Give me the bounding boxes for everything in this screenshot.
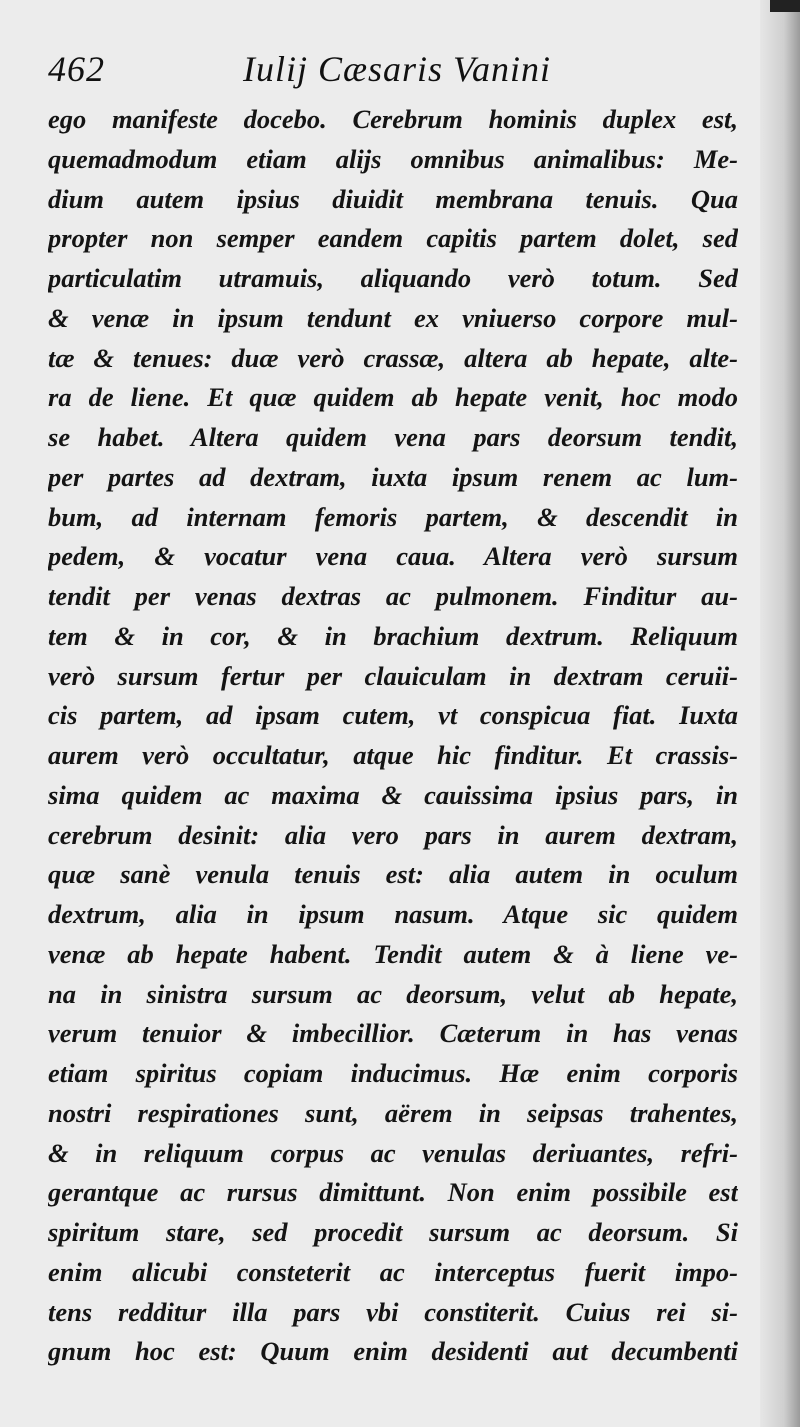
text-line: cerebrum desinit: alia vero pars in aurem dextram,: [48, 819, 738, 850]
text-line: sima quidem ac maxima & cauissima ipsius pars, in: [48, 779, 738, 810]
text-line: na in sinistra sursum ac deorsum, velut ab hepate,: [48, 978, 738, 1009]
text-line: tæ & tenues: duæ verò crassæ, altera ab hepate, alte-: [48, 342, 738, 373]
text-line: bum, ad internam femoris partem, & descendit in: [48, 501, 738, 532]
running-head: Iulij Cæsaris Vanini: [243, 49, 552, 89]
text-line: pedem, & vocatur vena caua. Altera verò sursum: [48, 541, 738, 572]
text-line: cis partem, ad ipsam cutem, vt conspicua fiat. Iuxta: [48, 700, 738, 731]
text-line: venæ ab hepate habent. Tendit autem & à liene ve-: [48, 938, 738, 969]
text-line: quemadmodum etiam alijs omnibus animalibus: Me-: [48, 143, 738, 174]
page-header: [48, 48, 748, 98]
page-edge-shadow: [760, 0, 800, 1427]
text-line: ego manifeste docebo. Cerebrum hominis duplex est,: [48, 104, 738, 134]
text-line: nostri respirationes sunt, aërem in seipsas trahentes,: [48, 1097, 738, 1128]
text-line: se habet. Altera quidem vena pars deorsum tendit,: [48, 422, 738, 452]
page-corner-dark: [770, 0, 800, 12]
text-line: ra de liene. Et quæ quidem ab hepate venit, hoc modo: [48, 382, 738, 413]
text-line: particulatim utramuis, aliquando verò totum. Sed: [48, 263, 738, 293]
text-line: etiam spiritus copiam inducimus. Hæ enim corporis: [48, 1058, 738, 1088]
text-line: & venæ in ipsum tendunt ex vniuerso corpore mul-: [48, 302, 738, 333]
text-line: tendit per venas dextras ac pulmonem. Finditur au-: [48, 581, 738, 611]
text-line: dium autem ipsius diuidit membrana tenuis. Qua: [48, 183, 738, 214]
text-line: aurem verò occultatur, atque hic finditur. Et crassis-: [48, 740, 738, 770]
text-line: propter non semper eandem capitis partem dolet, sed: [48, 223, 738, 254]
text-line: enim alicubi consteterit ac interceptus fuerit impo-: [48, 1256, 738, 1287]
text-line: quæ sanè venula tenuis est: alia autem in oculum: [48, 859, 738, 890]
text-line: spiritum stare, sed procedit sursum ac deorsum. Si: [48, 1217, 738, 1247]
text-line: tens redditur illa pars vbi constiterit. Cuius rei si-: [48, 1296, 738, 1327]
text-line: verum tenuior & imbecillior. Cæterum in has venas: [48, 1018, 738, 1049]
text-line: & in reliquum corpus ac venulas deriuantes, refri-: [48, 1137, 738, 1168]
text-line: per partes ad dextram, iuxta ipsum renem ac lum-: [48, 461, 738, 492]
body-text: [48, 100, 738, 1372]
text-line: gerantque ac rursus dimittunt. Non enim possibile est: [48, 1177, 738, 1208]
page-number: 462: [48, 49, 105, 89]
text-line: verò sursum fertur per clauiculam in dextram ceruii-: [48, 660, 738, 691]
text-line: tem & in cor, & in brachium dextrum. Reliquum: [48, 620, 738, 651]
text-line: gnum hoc est: Quum enim desidenti aut decumbenti: [48, 1336, 738, 1367]
text-line: dextrum, alia in ipsum nasum. Atque sic quidem: [48, 899, 738, 929]
